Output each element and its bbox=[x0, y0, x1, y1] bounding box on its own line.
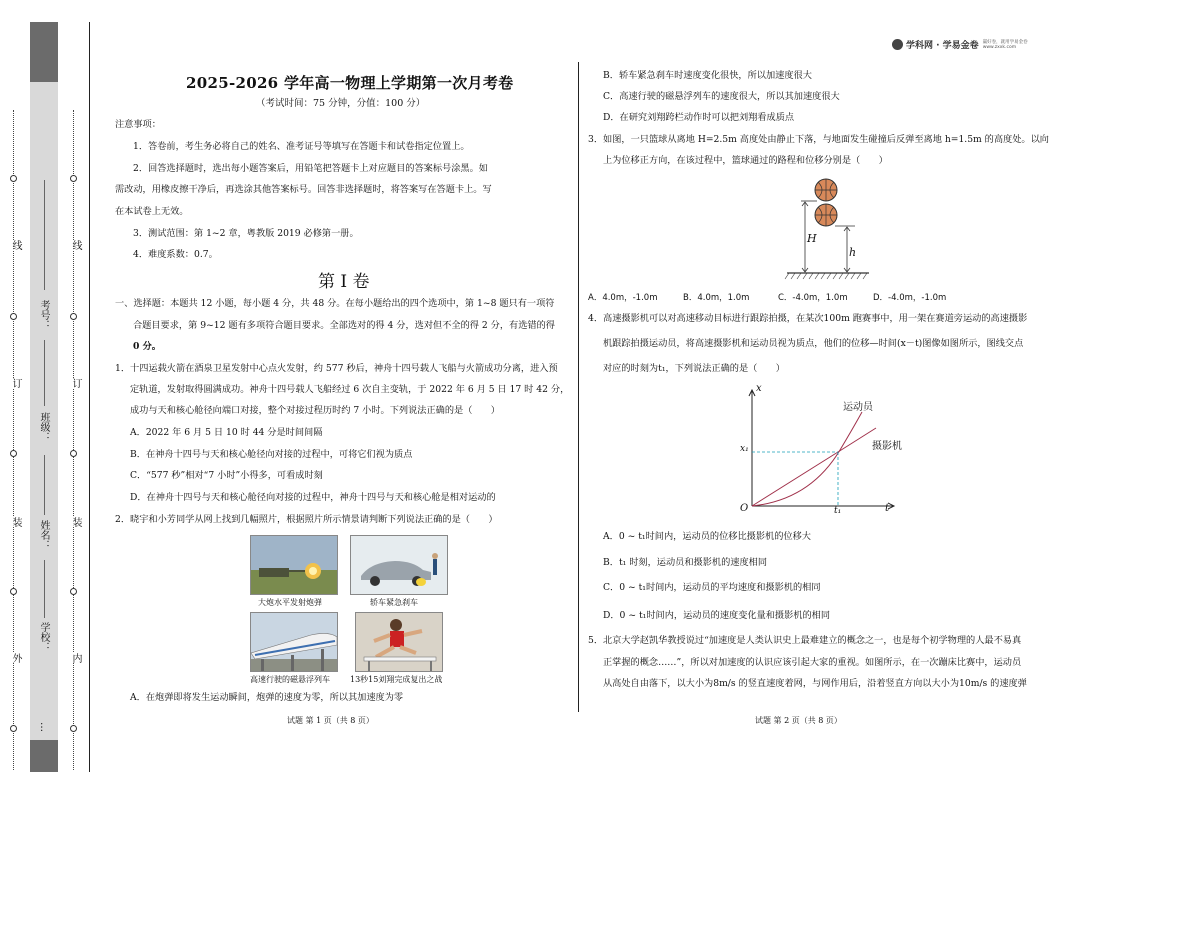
photo-car bbox=[350, 535, 448, 595]
q1-line-3: 成功与天和核心舱径向端口对接，整个对接过程历时约 7 小时。下列说法正确的是（ ） bbox=[130, 405, 500, 416]
q3-label-H: H bbox=[807, 232, 817, 245]
page-subtitle: （考试时间：75 分钟，分值：100 分） bbox=[256, 98, 426, 109]
field-school: 学校： bbox=[38, 622, 49, 652]
series-camera-line bbox=[752, 428, 876, 506]
q4-option-a: A．0 ~ t₁时间内，运动员的位移比摄影机的位移大 bbox=[603, 531, 811, 542]
cut-circle bbox=[70, 313, 77, 320]
q3-line-2: 上为位移正方向，在该过程中，篮球通过的路程和位移分别是（ ） bbox=[603, 155, 888, 166]
field-line bbox=[44, 180, 45, 290]
q1-option-d: D．在神舟十四号与天和核心舱径向对接的过程中，神舟十四号与天和核心舱是相对运动的 bbox=[130, 492, 496, 503]
graph-t1-label: t₁ bbox=[834, 506, 842, 516]
q5-line-3: 从高处自由落下，以大小为8m/s 的竖直速度着网，与网作用后，沿着竖直方向以大小为10m/s 的速度弹 bbox=[603, 678, 1027, 689]
outer-label-line: 线 bbox=[10, 240, 21, 250]
section-title: 第 I 卷 bbox=[318, 272, 370, 292]
logo-text: 学科网 · 学易金卷 bbox=[906, 41, 979, 51]
q4-line-1: 4．高速摄影机可以对高速移动目标进行跟踪拍摄，在某次100m 跑赛事中，用一架在赛道旁运动的高速摄影 bbox=[588, 313, 1028, 324]
outer-label-ding: 订 bbox=[10, 378, 21, 388]
graph-x1-label: x₁ bbox=[740, 444, 749, 454]
cut-circle bbox=[70, 175, 77, 182]
cut-circle bbox=[10, 588, 17, 595]
series-athlete-curve bbox=[752, 412, 862, 506]
graph-legend-camera: 摄影机 bbox=[872, 441, 902, 452]
outer-label-wai: 外 bbox=[10, 653, 21, 663]
q3-option-b: B．4.0m，1.0m bbox=[683, 293, 750, 303]
cut-circle bbox=[70, 725, 77, 732]
logo-icon bbox=[892, 39, 903, 50]
notice-3: 3．测试范围：第 1~2 章，粤教版 2019 必修第一册。 bbox=[133, 228, 359, 239]
cut-circle bbox=[10, 450, 17, 457]
q2-option-b: B．轿车紧急刹车时速度变化很快，所以加速度很大 bbox=[603, 70, 812, 81]
page2-footer: 试题 第 2 页（共 8 页） bbox=[755, 716, 842, 725]
notice-1: 1．答卷前，考生务必将自己的姓名、准考证号等填写在答题卡和试卷指定位置上。 bbox=[133, 141, 470, 152]
binding-border bbox=[89, 22, 90, 772]
q2-option-a: A．在炮弹即将发生运动瞬间，炮弹的速度为零，所以其加速度为零 bbox=[130, 692, 404, 703]
field-name: 姓名： bbox=[38, 520, 49, 550]
q2-option-c: C．高速行驶的磁悬浮列车的速度很大，所以其加速度很大 bbox=[603, 91, 840, 102]
column-divider bbox=[578, 62, 579, 712]
binding-strip-top bbox=[30, 22, 58, 82]
q3-option-d: D．-4.0m，-1.0m bbox=[873, 293, 947, 303]
graph-y-label: x bbox=[756, 383, 762, 394]
q3-basketball-figure bbox=[783, 174, 873, 286]
q1-option-a: A．2022 年 6 月 5 日 10 时 44 分是时间间隔 bbox=[130, 427, 323, 438]
graph-legend-athlete: 运动员 bbox=[843, 402, 873, 413]
binding-strip-bottom bbox=[30, 740, 58, 772]
q3-option-c: C．-4.0m，1.0m bbox=[778, 293, 848, 303]
inner-label-nei: 内 bbox=[70, 653, 81, 663]
inner-label-line: 线 bbox=[70, 240, 81, 250]
section-intro-3: 0 分。 bbox=[133, 341, 161, 352]
field-line bbox=[44, 455, 45, 515]
q4-line-3: 对应的时刻为t₁，下列说法正确的是（ ） bbox=[603, 363, 785, 374]
q1-option-c: C．“577 秒”相对“7 小时”小得多，可看成时刻 bbox=[130, 470, 323, 481]
cut-circle bbox=[10, 725, 17, 732]
page-title: 2025-2026 学年高一物理上学期第一次月考卷 bbox=[186, 74, 514, 92]
q5-line-2: 正掌握的概念……”，所以对加速度的认识应该引起大家的重视。如图所示，在一次蹦床比赛中，运动员 bbox=[603, 657, 1022, 668]
q4-option-b: B．t₁ 时刻，运动员和摄影机的速度相同 bbox=[603, 557, 768, 568]
q5-line-1: 5．北京大学赵凯华教授说过“加速度是人类认识史上最难建立的概念之一，也是每个初学物理的人最不易真 bbox=[588, 635, 1022, 646]
cut-circle bbox=[10, 175, 17, 182]
notice-2: 2．回答选择题时，选出每小题答案后，用铅笔把答题卡上对应题目的答案标号涂黑。如 bbox=[133, 163, 488, 174]
notice-heading: 注意事项： bbox=[115, 119, 161, 130]
cut-circle bbox=[70, 450, 77, 457]
q1-option-b: B．在神舟十四号与天和核心舱径向对接的过程中，可将它们视为质点 bbox=[130, 449, 413, 460]
outer-label-zhuang: 装 bbox=[10, 517, 21, 527]
caption-hurdler: 13秒15刘翔完成复出之战 bbox=[350, 675, 443, 684]
field-class: 班级： bbox=[38, 412, 49, 442]
q4-option-d: D．0 ~ t₁时间内，运动员的速度变化量和摄影机的相同 bbox=[603, 610, 831, 621]
q3-label-h: h bbox=[849, 246, 857, 259]
field-exam-number: 考号： bbox=[38, 300, 49, 330]
photo-hurdler bbox=[355, 612, 443, 672]
section-intro-2: 合题目要求，第 9~12 题有多项符合题目要求。全部选对的得 4 分，选对但不全的得 2 分，有选错的得 bbox=[133, 320, 555, 331]
binding-ellipsis: … bbox=[38, 722, 49, 732]
notice-2b: 需改动，用橡皮擦干净后，再选涂其他答案标号。回答非选择题时，将答案写在答题卡上。写 bbox=[115, 184, 492, 195]
section-intro-1: 一、选择题：本题共 12 小题，每小题 4 分，共 48 分。在每小题给出的四个选项中，第 1~8 题只有一项符 bbox=[115, 298, 555, 309]
field-line bbox=[44, 560, 45, 618]
outer-cut-line bbox=[13, 110, 14, 770]
photo-maglev bbox=[250, 612, 338, 672]
caption-car: 轿车紧急刹车 bbox=[370, 598, 418, 607]
cut-circle bbox=[10, 313, 17, 320]
inner-label-ding: 订 bbox=[70, 378, 81, 388]
logo-subtext: 赢好卷，就用学易金卷 www.zxxk.com bbox=[982, 39, 1028, 50]
graph-x-label: t bbox=[885, 503, 890, 514]
notice-4: 4．难度系数：0.7。 bbox=[133, 249, 218, 260]
q3-line-1: 3．如图，一只篮球从离地 H=2.5m 高度处由静止下落，与地面发生碰撞后反弹至离地 h=1.5m 的高度处。以向 bbox=[588, 134, 1049, 145]
inner-cut-line bbox=[73, 110, 74, 770]
caption-maglev: 高速行驶的磁悬浮列车 bbox=[250, 675, 330, 684]
inner-label-zhuang: 装 bbox=[70, 517, 81, 527]
caption-cannon: 大炮水平发射炮弹 bbox=[258, 598, 322, 607]
header-logo bbox=[892, 38, 1028, 51]
q1-line-2: 定轨道，发射取得圆满成功。神舟十四号载人飞船经过 6 次自主变轨，于 2022 年 6 月 5 日 17 时 42 分， bbox=[130, 384, 570, 395]
q2-option-d: D．在研究刘翔跨栏动作时可以把刘翔看成质点 bbox=[603, 112, 795, 123]
q4-xt-graph bbox=[740, 382, 900, 522]
q4-option-c: C．0 ~ t₁时间内，运动员的平均速度和摄影机的相同 bbox=[603, 582, 821, 593]
q2-line: 2．晓宇和小芳同学从网上找到几幅照片，根据照片所示情景请判断下列说法正确的是（ ） bbox=[115, 514, 498, 525]
graph-origin-label: O bbox=[740, 503, 749, 514]
notice-2c: 在本试卷上无效。 bbox=[115, 206, 189, 217]
page1-footer: 试题 第 1 页（共 8 页） bbox=[287, 716, 374, 725]
photo-cannon bbox=[250, 535, 338, 595]
cut-circle bbox=[70, 588, 77, 595]
field-line bbox=[44, 340, 45, 406]
q1-line-1: 1．十四运载火箭在酒泉卫星发射中心点火发射，约 577 秒后，神舟十四号载人飞船与火箭成功分离，进入预 bbox=[115, 363, 558, 374]
q4-line-2: 机跟踪拍摄运动员，将高速摄影机和运动员视为质点，他们的位移—时间(x－t)图像如图所示，图线交点 bbox=[603, 338, 1024, 349]
q3-option-a: A．4.0m，-1.0m bbox=[588, 293, 658, 303]
